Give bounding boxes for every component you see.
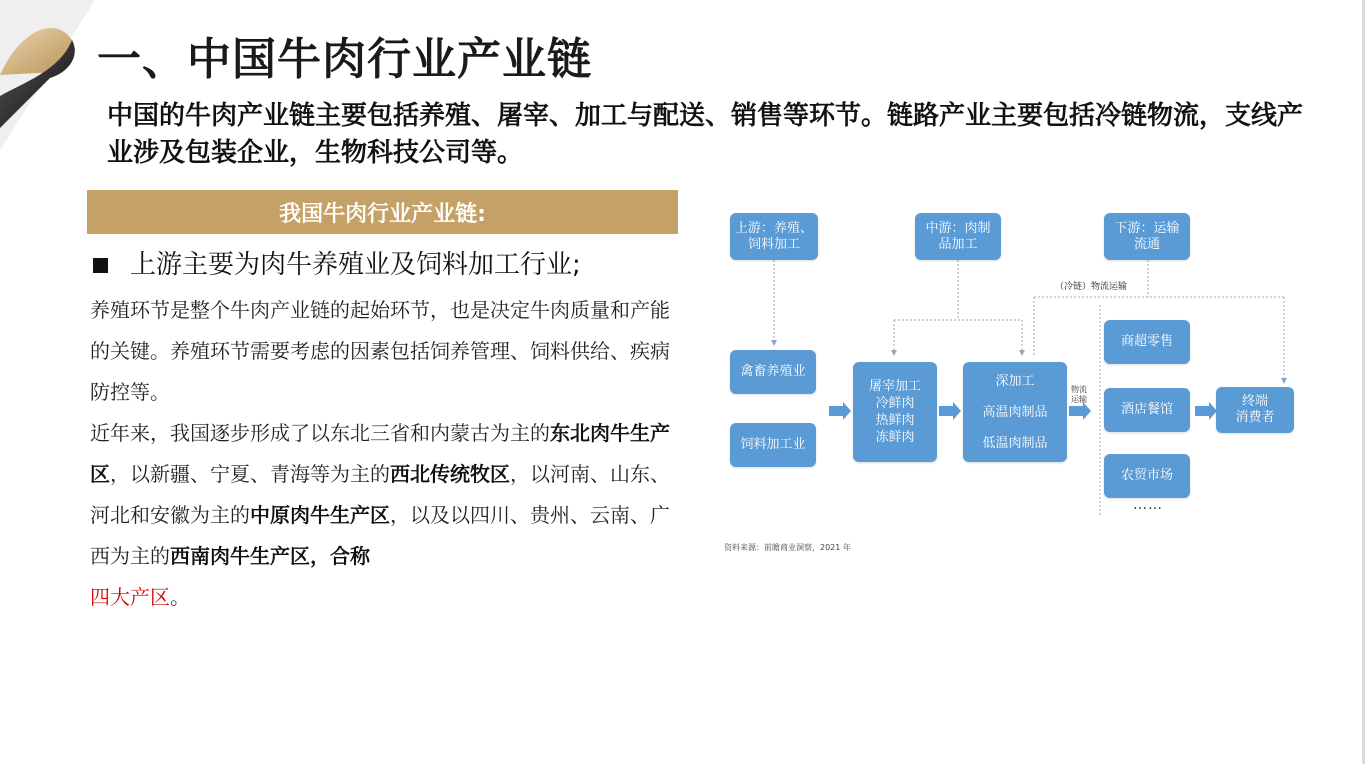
hot-meat-label: 热鲜肉 (875, 413, 915, 428)
region-northwest: 西北传统牧区 (390, 462, 510, 486)
logistics-label: 物流 运输 (1071, 385, 1087, 404)
livestock-node: 禽畜养殖业 (730, 350, 816, 394)
corner-decoration (0, 0, 110, 150)
low-temp-products-label: 低温肉制品 (982, 435, 1048, 451)
market-node: 农贸市场 (1104, 454, 1190, 498)
chilled-meat-label: 冷鲜肉 (875, 396, 915, 411)
page-title: 一、中国牛肉行业产业链 (97, 34, 592, 85)
region-northeast: 东北肉牛生产区 (90, 421, 670, 486)
para2-text-4: ，以及以四川、贵州、云南、广西为主的 (90, 503, 670, 568)
industry-chain-diagram (722, 205, 1302, 565)
ellipsis-text: …… (1133, 497, 1163, 513)
section-header: 我国牛肉行业产业链: (87, 190, 678, 234)
deep-processing-label: 深加工 (995, 373, 1035, 389)
region-southwest: 西南肉牛生产区，合称 (170, 544, 370, 568)
paragraph-2 (90, 413, 675, 618)
summary-text: 中国的牛肉产业链主要包括养殖、屠宰、加工与配送、销售等环节。链路产业主要包括冷链物流，支线产业涉及包装企业，生物科技公司等。 (107, 101, 1304, 168)
paragraph-1: 养殖环节是整个牛肉产业链的起始环节，也是决定牛肉质量和产能的关键。养殖环节需要考虑的因素包括饲养管理、饲料供给、疾病防控等。 (90, 298, 670, 404)
consumer-node: 终端 消费者 (1216, 387, 1294, 433)
deep-processing-node (963, 362, 1067, 462)
high-temp-products-label: 高温肉制品 (982, 404, 1048, 420)
bullet-item (91, 246, 581, 284)
para2-text-1: 近年来，我国逐步形成了以东北三省和内蒙古为主的 (90, 421, 550, 445)
upstream-node: 上游：养殖、 饲料加工 (730, 213, 818, 260)
source-note: 资料来源：前瞻商业洞察，2021 年 (724, 543, 851, 552)
slaughter-label: 屠宰加工 (868, 379, 921, 394)
supermarket-node: 商超零售 (1104, 320, 1190, 364)
frozen-meat-label: 冻鲜肉 (875, 430, 915, 445)
four-regions-highlight: 四大产区 (90, 585, 170, 609)
para2-text-5: 。 (170, 585, 190, 609)
cold-chain-label: （冷链）物流运输 (1055, 282, 1128, 292)
bullet-square-icon (93, 258, 108, 273)
region-central: 中原肉牛生产区 (250, 503, 390, 527)
slaughter-node (853, 362, 937, 462)
bullet-text: 上游主要为肉牛养殖业及饲料加工行业; (130, 250, 581, 280)
downstream-node: 下游：运输 流通 (1104, 213, 1190, 260)
feed-node: 饲料加工业 (730, 423, 816, 467)
body-text (90, 290, 675, 618)
para2-text-3: ，以河南、山东、河北和安徽为主的 (90, 462, 670, 527)
hotel-node: 酒店餐馆 (1104, 388, 1190, 432)
midstream-node: 中游：肉制 品加工 (915, 213, 1001, 260)
para2-text-2: ，以新疆、宁夏、青海等为主的 (110, 462, 390, 486)
